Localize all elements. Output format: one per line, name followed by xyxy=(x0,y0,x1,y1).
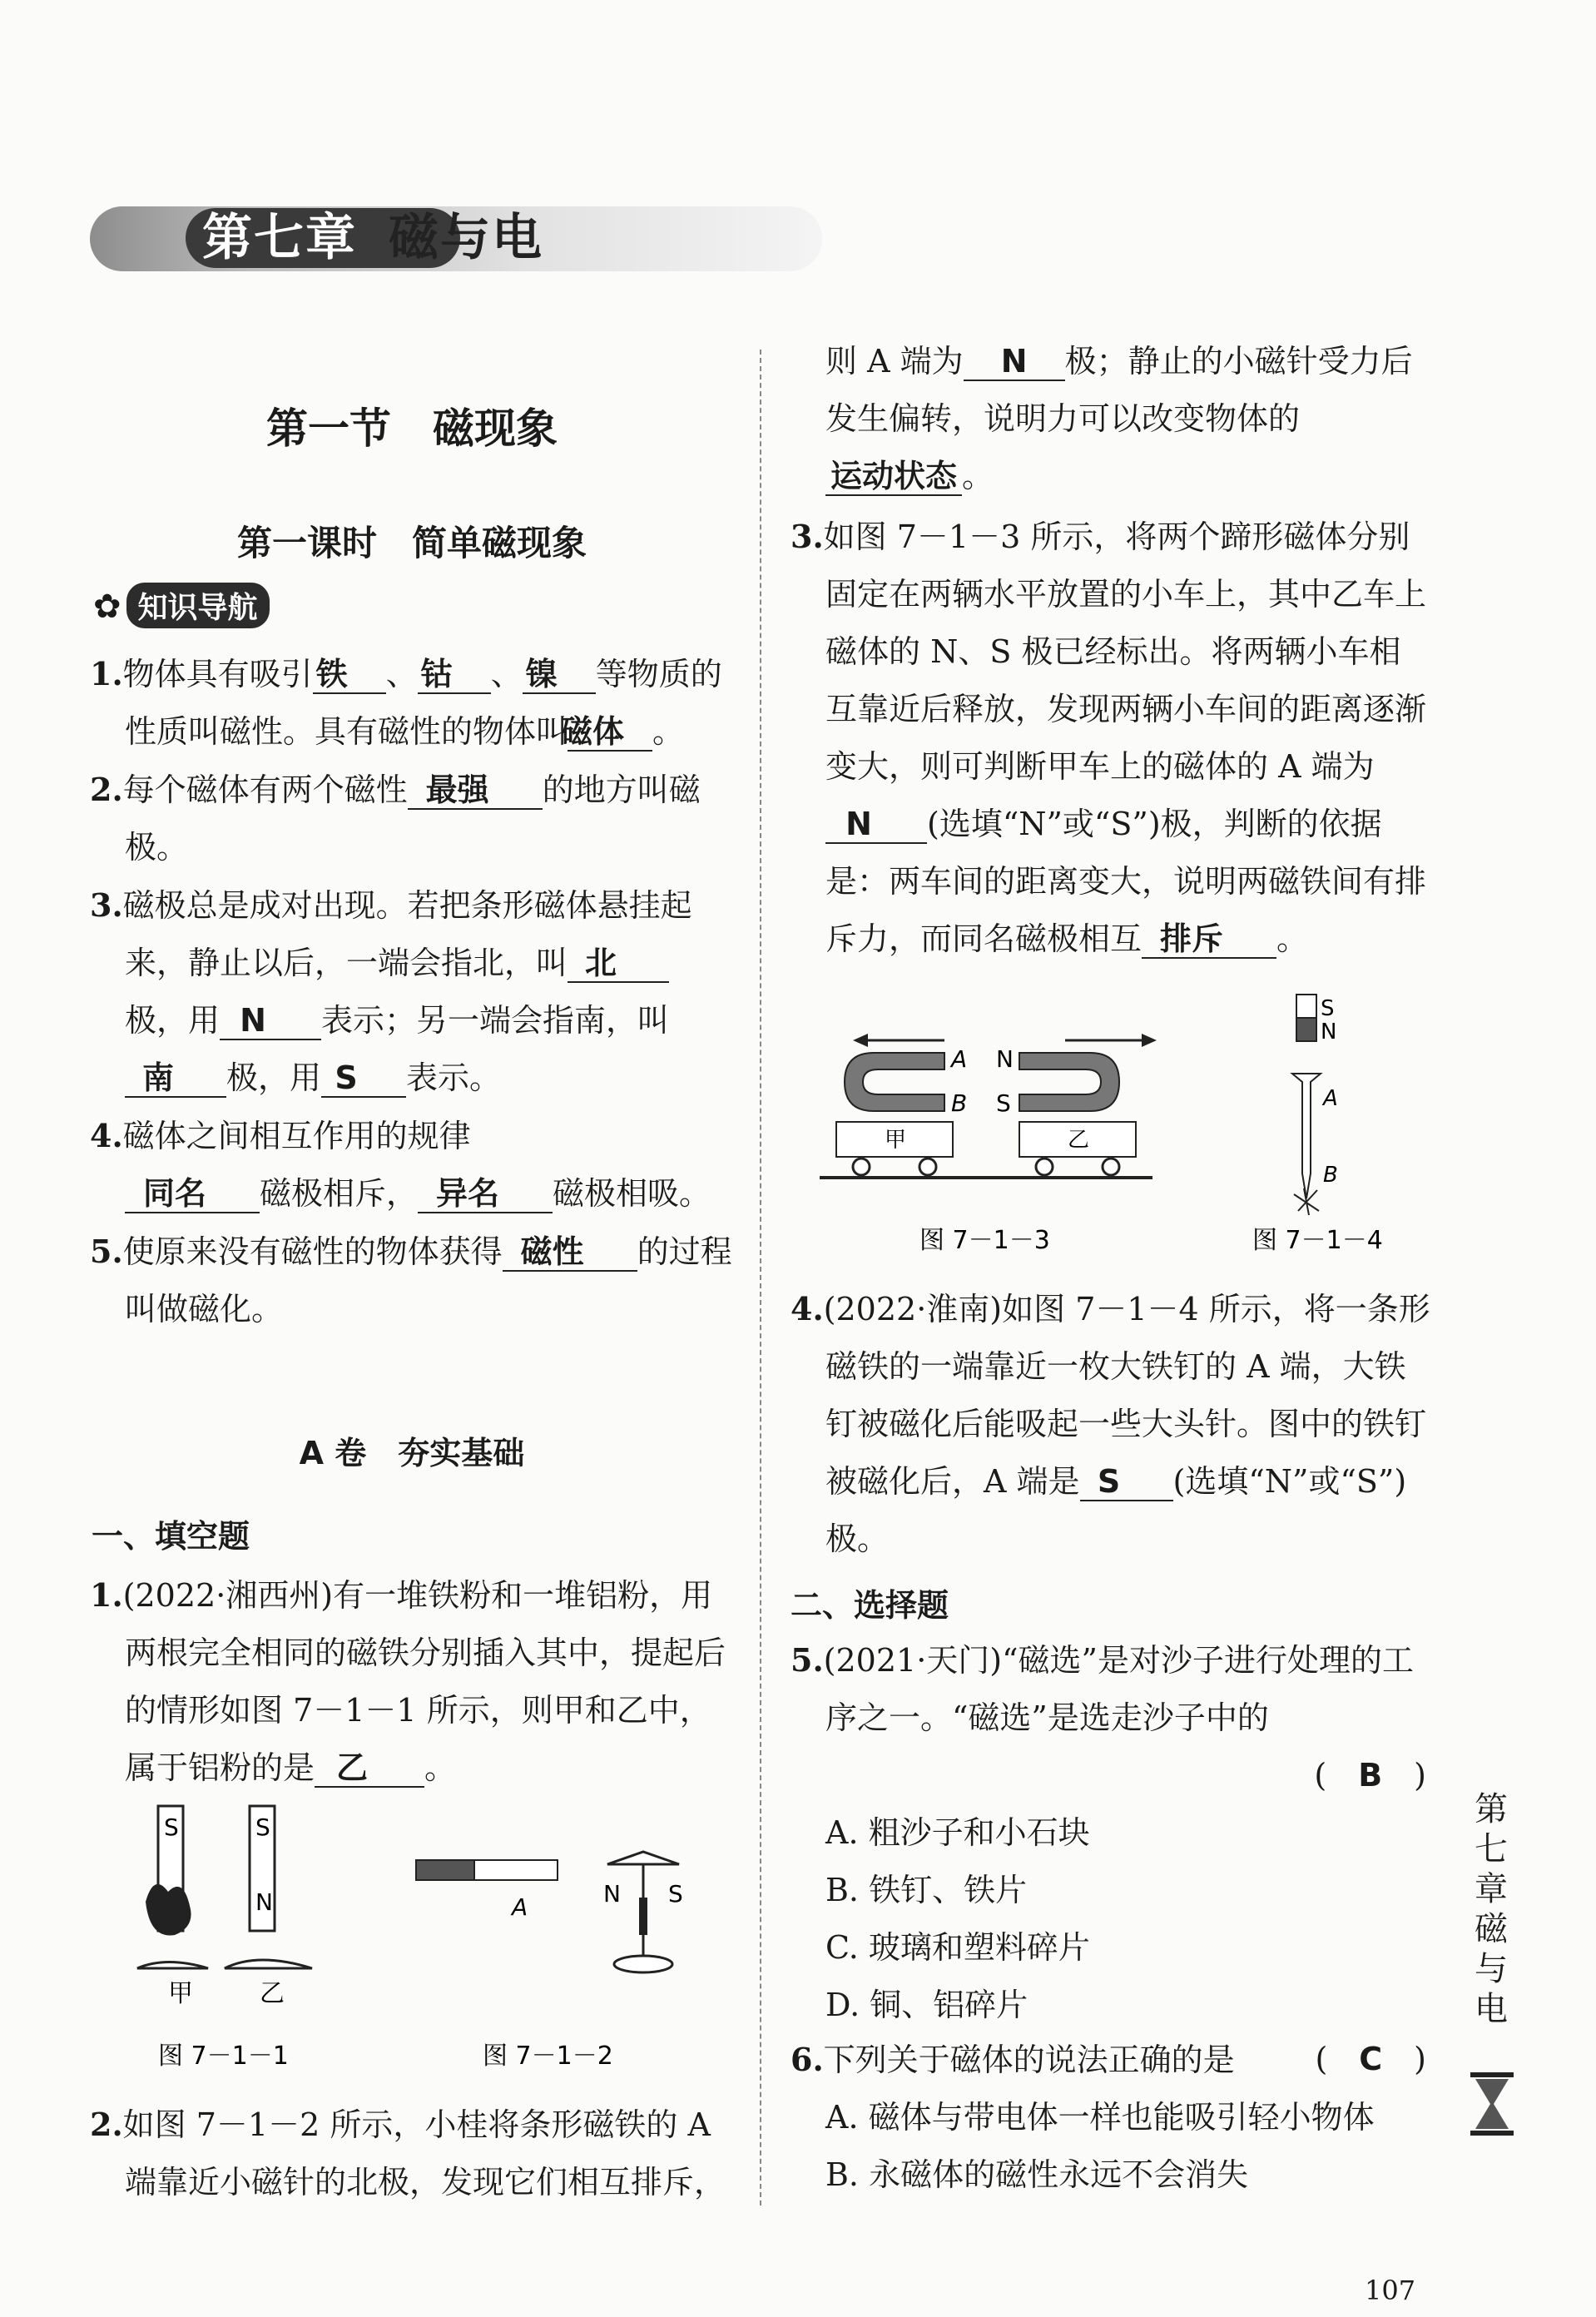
caption-fig-7-1-4: 图 7－1－4 xyxy=(1252,1226,1383,1255)
answer-blank: 铁 xyxy=(313,657,386,694)
answer-blank: 异名 xyxy=(418,1177,553,1213)
option: D. 铜、铝碎片 xyxy=(825,1987,1028,2023)
iron-filings-cluster xyxy=(146,1884,191,1936)
question-5: 5.(2021·天门)“磁选”是对沙子进行处理的工序之一。“磁选”是选走沙子中的 ( B ) A. 粗沙子和小石块 B. 铁钉、铁片 C. 玻璃和塑料碎片 D. 铜、铝碎片 xyxy=(791,1631,1431,2034)
stand-base xyxy=(614,1956,672,1972)
pole-label-s: S xyxy=(255,1813,270,1841)
answer-blank: 磁体 xyxy=(568,715,652,752)
section-title: 第一节 磁现象 xyxy=(266,404,558,453)
needle-s: S xyxy=(668,1880,683,1908)
chapter-heading xyxy=(202,208,543,268)
label-yi: 乙 xyxy=(260,1979,285,2008)
part1-title: 一、填空题 xyxy=(92,1518,250,1555)
figure-7-1-1-2 xyxy=(116,1802,716,2068)
question-2: 2.如图 7－1－2 所示，小桂将条形磁铁的 A 端靠近小磁针的北极，发现它们相互排斥， xyxy=(90,2106,726,2200)
car-label-jia: 甲 xyxy=(885,1128,907,1153)
option: C. 玻璃和塑料碎片 xyxy=(825,1929,1090,1966)
answer-blank: 磁性 xyxy=(503,1235,637,1272)
label-a: A xyxy=(512,1893,528,1921)
label-a: A xyxy=(951,1045,968,1073)
column-divider xyxy=(760,350,761,2205)
caption-fig-7-1-1: 图 7－1－1 xyxy=(158,2042,289,2068)
answer-choice: B xyxy=(1358,1757,1383,1794)
answer-blank: 北 xyxy=(568,946,669,983)
horseshoe-magnet-jia xyxy=(845,1053,944,1111)
label-n: N xyxy=(996,1045,1014,1073)
powder-heap-jia xyxy=(137,1962,208,1969)
answer-blank: 镍 xyxy=(523,657,596,694)
answer-blank: 南 xyxy=(125,1061,226,1098)
answer-blank: N xyxy=(825,807,927,844)
label-b: B xyxy=(951,1089,968,1117)
lesson-title: 第一课时 简单磁现象 xyxy=(236,523,587,563)
needle-n: N xyxy=(603,1880,621,1908)
nav-label: 知识导航 xyxy=(126,583,270,628)
magnet-s-end xyxy=(1296,995,1316,1018)
magnet-n-end xyxy=(1296,1018,1316,1041)
compass-needle xyxy=(607,1852,679,1864)
answer-choice: C xyxy=(1359,2041,1383,2077)
caption-fig-7-1-2: 图 7－1－2 xyxy=(483,2042,613,2068)
side-chapter-tab: 第七章 磁与电 xyxy=(1475,1790,1541,2028)
answer-blank: 排斥 xyxy=(1142,922,1276,959)
iron-nail xyxy=(1292,1074,1321,1198)
knowledge-item-4: 4.磁体之间相互作用的规律 同名 磁极相斥， 异名 磁极相吸。 xyxy=(90,1117,711,1212)
pole-label-s: S xyxy=(164,1813,179,1841)
label-s: S xyxy=(1321,996,1335,1021)
bar-magnet-half xyxy=(474,1860,558,1880)
chapter-label: 第七章 xyxy=(202,209,357,267)
question-6: 6.下列关于磁体的说法正确的是 ( C ) A. 磁体与带电体一样也能吸引轻小物体 B. 永磁体的磁性永远不会消失 xyxy=(791,2031,1431,2204)
label-jia: 甲 xyxy=(168,1979,193,2008)
option: B. 铁钉、铁片 xyxy=(825,1872,1028,1908)
knowledge-item-2: 2.每个磁体有两个磁性 最强 的地方叫磁极。 xyxy=(90,771,701,866)
caption-fig-7-1-3: 图 7－1－3 xyxy=(919,1226,1050,1255)
part2-title: 二、选择题 xyxy=(791,1587,949,1624)
hourglass-icon xyxy=(1469,2071,1515,2137)
question-2-continued: 则 A 端为 N 极；静止的小磁针受力后发生偏转，说明力可以改变物体的运动状态 。 xyxy=(825,343,1413,494)
knowledge-item-3: 3.磁极总是成对出现。若把条形磁体悬挂起来，静止以后，一端会指北，叫 北极，用 N 表示；另一端会指南，叫南 极，用 S 表示。 xyxy=(90,886,692,1096)
label-s: S xyxy=(996,1089,1011,1117)
needle-post xyxy=(639,1898,647,1935)
knowledge-nav-heading xyxy=(93,583,270,628)
knowledge-item-1: 1.物体具有吸引 铁 、 钴 、 镍 等物质的性质叫磁性。具有磁性的物体叫磁体 。 xyxy=(90,655,722,750)
mascot-icon: ✿ xyxy=(93,588,121,626)
label-a: A xyxy=(1323,1086,1338,1111)
chapter-title: 磁与电 xyxy=(389,209,543,267)
answer-blank: N xyxy=(964,345,1065,381)
horseshoe-magnet-yi xyxy=(1019,1053,1119,1111)
powder-heap-yi xyxy=(225,1960,312,1968)
figure-7-1-3-4 xyxy=(811,982,1410,1265)
answer-blank: 同名 xyxy=(125,1177,260,1213)
question-4: 4.(2022·淮南)如图 7－1－4 所示，将一条形磁铁的一端靠近一枚大铁钉的 A 端，大铁钉被磁化后能吸起一些大头针。图中的铁钉被磁化后，A 端是 S (选填“N”或“S”)极。 xyxy=(791,1290,1430,1557)
answer-blank: S xyxy=(321,1061,406,1098)
label-b: B xyxy=(1323,1163,1338,1188)
question-3: 3.如图 7－1－3 所示，将两个蹄形磁体分别固定在两辆水平放置的小车上，其中乙车上磁体的 N、S 极已经标出。将两辆小车相互靠近后释放，发现两辆小车间的距离逐渐变大，则可判断甲车上的磁体的 A 端为N (选填“N”或“S”)极，判断的依据是：两车间的距离变大，说明两磁铁间有排斥力，而同名磁极相互 排斥 。 xyxy=(791,518,1427,957)
knowledge-item-5: 5.使原来没有磁性的物体获得 磁性 的过程叫做磁化。 xyxy=(90,1233,732,1327)
answer-blank: 最强 xyxy=(408,773,543,810)
volume-title: A 卷 夯实基础 xyxy=(299,1435,525,1471)
option: A. 磁体与带电体一样也能吸引轻小物体 xyxy=(825,2099,1375,2136)
knowledge-list xyxy=(90,645,732,1338)
page-number: 107 xyxy=(1365,2275,1416,2306)
car-label-yi: 乙 xyxy=(1068,1128,1090,1153)
answer-blank: 乙 xyxy=(315,1751,424,1788)
pole-label-n: N xyxy=(255,1888,273,1916)
option: A. 粗沙子和小石块 xyxy=(825,1814,1090,1851)
label-n: N xyxy=(1321,1020,1337,1044)
answer-blank: S xyxy=(1080,1465,1173,1501)
question-1: 1.(2022·湘西州)有一堆铁粉和一堆铝粉，用两根完全相同的磁铁分别插入其中，提起后的情形如图 7－1－1 所示，则甲和乙中，属于铝粉的是 乙 。 xyxy=(90,1576,726,1786)
answer-blank: 运动状态 xyxy=(825,459,962,496)
option: B. 永磁体的磁性永远不会消失 xyxy=(825,2156,1249,2193)
chapter-banner xyxy=(90,206,822,271)
answer-blank: N xyxy=(220,1004,321,1040)
answer-blank: 钴 xyxy=(418,657,491,694)
